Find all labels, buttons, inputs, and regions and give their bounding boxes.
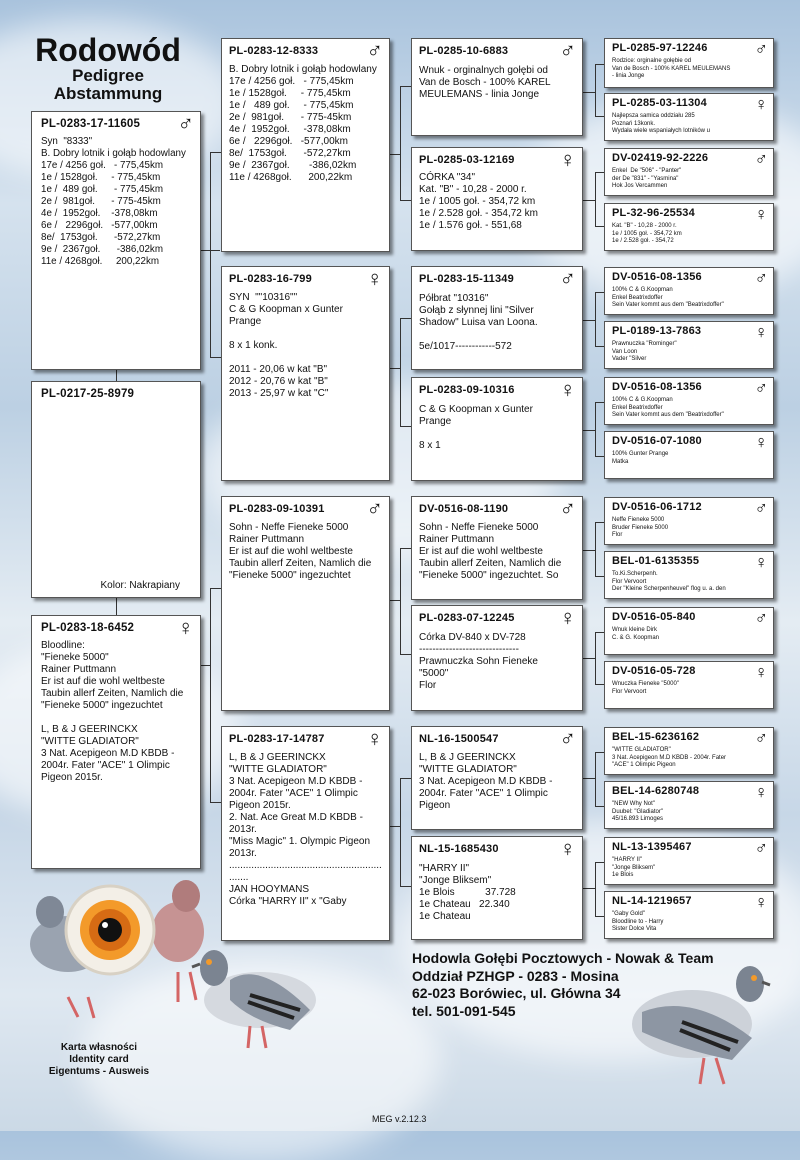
ring-number: PL-0283-17-11605 — [41, 118, 141, 130]
box-description: 100% C & G.Koopman Enkel Beatrixdoffer Sein Vater kommt aus dem "Beatrixdoffer" — [612, 397, 724, 419]
female-icon: ♀ — [177, 615, 194, 640]
pedigree-box-g4[interactable] — [604, 267, 774, 315]
connector-line — [390, 826, 400, 827]
female-icon: ♀ — [754, 552, 768, 572]
connector-line — [400, 654, 411, 655]
ring-number: BEL-14-6280748 — [612, 785, 700, 797]
box-description: Syn "8333" B. Dobry lotnik i gołąb hodowlany 17e / 4256 goł. - 775,45km 1e / 1528goł. - 775,45km 1e / 489 goł. - 775,45km 2e / 981goł. - 775-45km 4e / 1952goł. -378,08km 6e / 2296goł. -577,00km 8e/ 1753goł. -572,27km 9e / 2367goł. -386,02km 11e / 4268goł. 200,22km — [41, 136, 186, 267]
connector-line — [210, 588, 211, 802]
connector-line — [595, 522, 596, 576]
box-description: SYN ""10316"" C & G Koopman x Gunter Prange 8 x 1 konk. 2011 - 20,06 w kat "B" 2012 - 20,76 w kat "B" 2013 - 25,97 w kat "C" — [229, 292, 343, 399]
box-description: Prawnuczka "Rominger" Van Loon Vader "Silver — [612, 341, 677, 363]
ring-number: PL-32-96-25534 — [612, 207, 695, 219]
breeder-phone: tel. 501-091-545 — [412, 1002, 516, 1019]
connector-line — [400, 426, 411, 427]
male-icon: ♂ — [559, 496, 576, 521]
connector-line — [400, 86, 411, 87]
pedigree-box-dam-sire[interactable] — [221, 496, 390, 711]
ring-number: PL-0283-07-12245 — [419, 612, 515, 624]
connector-line — [595, 172, 596, 226]
pedigree-box-g4[interactable] — [604, 661, 774, 709]
male-icon: ♂ — [754, 149, 768, 169]
pedigree-box-g4[interactable] — [604, 377, 774, 425]
pedigree-box-g4[interactable] — [604, 321, 774, 369]
connector-line — [595, 64, 596, 116]
female-icon: ♀ — [754, 782, 768, 802]
male-icon: ♂ — [754, 378, 768, 398]
ring-number: DV-0516-08-1356 — [612, 271, 702, 283]
connector-line — [595, 402, 596, 456]
connector-line — [583, 92, 595, 93]
breeder-info — [412, 950, 714, 1020]
connector-line — [583, 778, 595, 779]
pedigree-box-g4[interactable] — [604, 781, 774, 829]
page-title: Rodowód — [35, 32, 181, 68]
connector-line — [210, 152, 221, 153]
male-icon: ♂ — [366, 496, 383, 521]
idcard-line: Identity card — [69, 1054, 129, 1065]
ring-number: BEL-15-6236162 — [612, 731, 700, 743]
ring-number: NL-14-1219657 — [612, 895, 692, 907]
pedigree-box-g4[interactable] — [604, 607, 774, 655]
breeder-name: Hodowla Gołębi Pocztowych - Nowak & Team — [412, 950, 714, 966]
pedigree-box-g3[interactable] — [411, 605, 583, 711]
male-icon: ♂ — [559, 266, 576, 291]
box-description: "WITTE GLADIATOR" 3 Nat. Acepigeon M.D KBDB - 2004r. Fater "ACE" 1 Olimpic Pigeon — [612, 747, 727, 769]
male-icon: ♂ — [559, 38, 576, 63]
female-icon: ♀ — [754, 94, 768, 114]
idcard-line: Eigentums - Ausweis — [48, 1066, 150, 1077]
male-icon: ♂ — [559, 726, 576, 751]
connector-line — [583, 200, 595, 201]
connector-line — [595, 632, 596, 684]
pedigree-box-g3[interactable] — [411, 266, 583, 370]
idcard-line: Karta własności — [60, 1042, 138, 1053]
connector-line — [400, 886, 411, 887]
connector-line — [400, 318, 401, 426]
pedigree-box-g3[interactable] — [411, 726, 583, 830]
ring-number: PL-0285-03-12169 — [419, 154, 515, 166]
connector-line — [200, 665, 210, 666]
female-icon: ♀ — [754, 892, 768, 912]
version-label: MEG v.2.12.3 — [372, 1114, 427, 1124]
box-description: To.Ki.Scherpenh. Flor Vervoort Der "Kleine Scherpenheuvel" flog u. a. den — [612, 571, 726, 593]
female-icon: ♀ — [366, 266, 383, 291]
pedigree-box-g3[interactable] — [411, 377, 583, 481]
female-icon: ♀ — [366, 726, 383, 751]
pigeon-illustration — [190, 940, 340, 1055]
ring-number: DV-0516-06-1712 — [612, 501, 702, 513]
male-icon: ♂ — [366, 38, 383, 63]
connector-line — [400, 548, 401, 654]
ring-number: PL-0283-16-799 — [229, 273, 312, 285]
pedigree-box-g3[interactable] — [411, 38, 583, 136]
box-description: 100% C & G.Koopman Enkel Beatrixdoffer Sein Vater kommt aus dem "Beatrixdoffer" — [612, 287, 724, 309]
box-description: L, B & J GEERINCKX "WITTE GLADIATOR" 3 Nat. Acepigeon M.D KBDB - 2004r. Fater "ACE" 1 Olimpic Pigeon 2015r. 2. Nat. Ace Great M.D KBDB - 2013r. "Miss Magic" 1. Olympic Pigeon 2013r. ....................................................... ....... JAN HOOYMANS Córka "HARRY II" x "Gaby — [229, 752, 382, 907]
female-icon: ♀ — [754, 662, 768, 682]
connector-line — [595, 862, 596, 916]
ring-number: NL-15-1685430 — [419, 843, 499, 855]
box-description: Enkel De "506" - "Panter" der De "831" - "Yasmina" Hok Jos Vercammen — [612, 168, 682, 190]
box-description: Najlepsza samica oddziału 285 Poznań 13konk. Wydała wiele wspaniałych lotników u — [612, 113, 710, 135]
connector-line — [595, 292, 596, 346]
male-icon: ♂ — [754, 838, 768, 858]
connector-line — [390, 368, 400, 369]
connector-line — [400, 200, 411, 201]
pedigree-box-subject[interactable] — [31, 111, 201, 370]
ring-number: DV-0516-05-840 — [612, 611, 696, 623]
connector-line — [210, 152, 211, 358]
page-subtitle-abstammung: Abstammung — [53, 84, 163, 103]
ring-number: PL-0283-15-11349 — [419, 273, 514, 285]
ring-number: BEL-01-6135355 — [612, 555, 700, 567]
connector-line — [400, 318, 411, 319]
male-icon: ♂ — [754, 39, 768, 59]
pedigree-box-g4[interactable] — [604, 497, 774, 545]
connector-line — [583, 320, 595, 321]
connector-line — [583, 658, 595, 659]
ring-number: PL-0285-03-11304 — [612, 97, 707, 109]
female-icon: ♀ — [559, 605, 576, 630]
box-description: Wnuczka Fieneke "5000" Flor Vervoort — [612, 681, 679, 695]
breeder-address: 62-023 Borówiec, ul. Główna 34 — [412, 985, 621, 1001]
pigeon-eye-illustration — [28, 872, 208, 1037]
pedigree-header — [18, 34, 198, 103]
pedigree-box-dam-dam[interactable] — [221, 726, 390, 941]
connector-line — [400, 778, 401, 886]
connector-line — [583, 888, 595, 889]
connector-line — [210, 802, 221, 803]
page-subtitle-pedigree: Pedigree — [72, 66, 144, 85]
female-icon: ♀ — [754, 204, 768, 224]
connector-line — [390, 154, 400, 155]
pedigree-box-sire-dam[interactable] — [221, 266, 390, 481]
ring-number: DV-0516-05-728 — [612, 665, 696, 677]
ring-number: PL-0283-17-14787 — [229, 733, 325, 745]
pedigree-box-g4[interactable] — [604, 148, 774, 196]
pedigree-box-g4[interactable] — [604, 727, 774, 775]
box-description: Sohn - Neffe Fieneke 5000 Rainer Puttmann Er ist auf die wohl weltbeste Taubin allerf Zeiten, Namlich die "Fieneke 5000" ingezuchtet. So — [419, 522, 562, 581]
connector-line — [400, 86, 401, 200]
box-description: L, B & J GEERINCKX "WITTE GLADIATOR" 3 Nat. Acepigeon M.D KBDB - 2004r. Fater "ACE" 1 Olimpic Pigeon — [419, 752, 553, 811]
pedigree-box-g3[interactable] — [411, 836, 583, 940]
box-description: C & G Koopman x Gunter Prange 8 x 1 — [419, 404, 533, 451]
ring-number: PL-0283-09-10391 — [229, 503, 325, 515]
ring-number: PL-0285-97-12246 — [612, 42, 708, 54]
pedigree-box-sire-partner[interactable] — [31, 381, 201, 598]
connector-line — [400, 778, 411, 779]
pedigree-box-dam[interactable] — [31, 615, 201, 869]
box-description: Wnuk - orginalnych gołębi od Van de Bosch - 100% KAREL MEULEMANS - linia Jonge — [419, 65, 551, 100]
box-description: Wnuk kleine Dirk C. & G. Koopman — [612, 627, 660, 641]
ring-number: DV-0516-07-1080 — [612, 435, 702, 447]
box-description: Kat. "B" - 10,28 - 2000 r. 1e / 1005 goł. - 354,72 km 1e / 2.528 goł. - 354,72 — [612, 223, 682, 245]
pedigree-box-sire[interactable] — [221, 38, 390, 252]
pedigree-box-g4[interactable] — [604, 431, 774, 479]
connector-line — [390, 600, 400, 601]
female-icon: ♀ — [754, 322, 768, 342]
box-description: "HARRY II" "Jonge Bliksem" 1e Blois — [612, 857, 656, 879]
ring-number: DV-0516-08-1356 — [612, 381, 702, 393]
pedigree-box-g4[interactable] — [604, 203, 774, 251]
ring-number: PL-0189-13-7863 — [612, 325, 702, 337]
breeder-section: Oddział PZHGP - 0283 - Mosina — [412, 967, 619, 984]
box-description: CÓRKA "34" Kat. "B" - 10,28 - 2000 r. 1e / 1005 goł. - 354,72 km 1e / 2.528 goł. - 354,72 km 1e / 1.576 goł. - 551,68 — [419, 172, 538, 231]
connector-line — [210, 357, 221, 358]
ring-number: PL-0283-12-8333 — [229, 45, 319, 57]
pedigree-box-g3[interactable] — [411, 496, 583, 600]
box-description: Półbrat "10316" Gołąb z słynnej lini "Silver Shadow" Luisa van Loona. 5e/1017------------572 — [419, 293, 538, 352]
box-description: Sohn - Neffe Fieneke 5000 Rainer Puttmann Er ist auf die wohl weltbeste Taubin allerf Zeiten, Namlich die "Fieneke 5000" ingezuchtet — [229, 522, 372, 581]
ring-number: PL-0285-10-6883 — [419, 45, 509, 57]
pedigree-box-g4[interactable] — [604, 38, 774, 88]
male-icon: ♂ — [754, 728, 768, 748]
female-icon: ♀ — [754, 432, 768, 452]
connector-line — [583, 430, 595, 431]
box-description: 100% Gunter Prange Matka — [612, 451, 669, 465]
box-description: Bloodline: "Fieneke 5000" Rainer Puttmann Er ist auf die wohl weltbeste Taubin allerf Zeiten, Namlich die "Fieneke 5000" ingezuchtet L, B & J GEERINCKX "WITTE GLADIATOR" 3 Nat. Acepigeon M.D KBDB - 2004r. Fater "ACE" 1 Olimpic Pigeon 2015r. — [41, 640, 184, 783]
male-icon: ♂ — [754, 268, 768, 288]
male-icon: ♂ — [177, 111, 194, 136]
color-label: Kolor: Nakrapiany — [100, 580, 180, 591]
ring-number: DV-02419-92-2226 — [612, 152, 709, 164]
ring-number: PL-0283-09-10316 — [419, 384, 515, 396]
connector-line — [400, 548, 411, 549]
pedigree-box-g3[interactable] — [411, 147, 583, 251]
connector-line — [583, 550, 595, 551]
connector-line — [210, 588, 221, 589]
ring-number: PL-0217-25-8979 — [41, 388, 135, 400]
ring-number: DV-0516-08-1190 — [419, 503, 509, 515]
male-icon: ♂ — [754, 608, 768, 628]
ring-number: NL-16-1500547 — [419, 733, 499, 745]
box-description: Córka DV-840 x DV-728 ------------------------------ Prawnuczka Sohn Fieneke "5000" Flor — [419, 632, 538, 691]
box-description: "HARRY II" "Jonge Bliksem" 1e Blois 37.728 1e Chateau 22.340 1e Chateau — [419, 863, 516, 922]
connector-line — [595, 752, 596, 806]
identity-card-label — [40, 1042, 158, 1078]
female-icon: ♀ — [559, 377, 576, 402]
box-description: Rodzice: orginalne gołębie od Van de Bosch - 100% KAREL MEULEMANS - linia Jonge — [612, 58, 731, 80]
connector-line — [116, 598, 117, 616]
female-icon: ♀ — [559, 147, 576, 172]
pedigree-box-g4[interactable] — [604, 891, 774, 939]
box-description: Neffe Fieneke 5000 Bruder Fieneke 5000 Flor — [612, 517, 669, 539]
box-description: B. Dobry lotnik i gołąb hodowlany 17e / 4256 goł. - 775,45km 1e / 1528goł. - 775,45km 1e / 489 goł. - 775,45km 2e / 981goł. - 775-45km 4e / 1952goł. -378,08km 6e / 2296goł. -577,00km 8e/ 1753goł. -572,27km 9e / 2367goł. -386,02km 11e / 4268goł. 200,22km — [229, 64, 377, 183]
male-icon: ♂ — [754, 498, 768, 518]
pedigree-box-g4[interactable] — [604, 93, 774, 141]
ring-number: PL-0283-18-6452 — [41, 622, 135, 634]
ring-number: NL-13-1395467 — [612, 841, 692, 853]
pedigree-box-g4[interactable] — [604, 551, 774, 599]
box-description: "Gaby Gold" Bloodline to - Harry Sister Dolce Vita — [612, 911, 664, 933]
box-description: "NEW Why Not" Duubel: "Gladiator" 45/16.893 Limoges — [612, 801, 664, 823]
female-icon: ♀ — [559, 836, 576, 861]
pedigree-box-g4[interactable] — [604, 837, 774, 885]
